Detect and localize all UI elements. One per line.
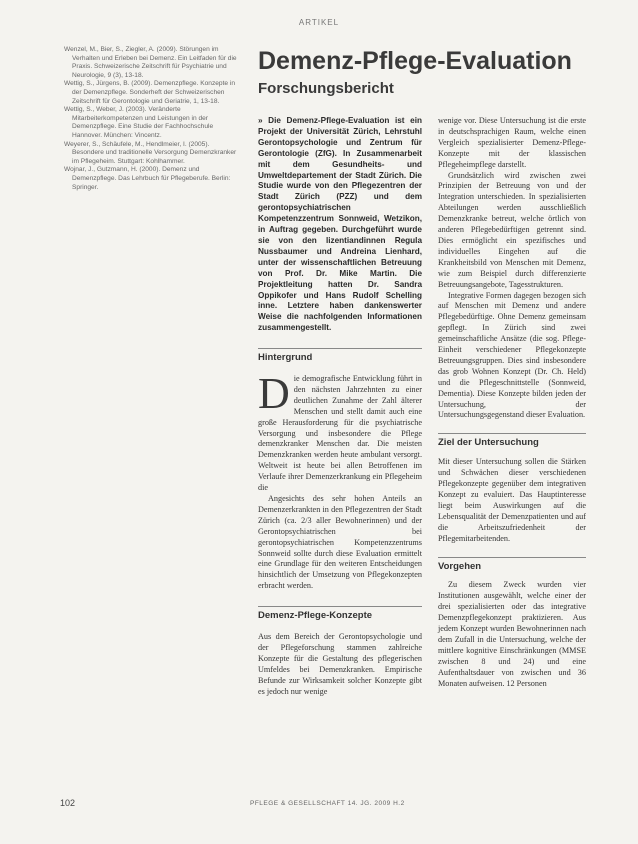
col3-paragraph-1: wenige vor. Diese Untersuchung ist die erste in deutschsprachigen Raum, welche einen Vergleich spezialisierter Demenz-Pflege-Konzepte mit der klassischen Pflegeheimpflege darstellt. [438, 116, 586, 169]
page-footer: PFLEGE & GESELLSCHAFT 14. JG. 2009 H.2 [250, 800, 405, 807]
column-middle [258, 116, 422, 698]
heading-vorgehen: Vorgehen [438, 560, 482, 572]
hintergrund-paragraph [258, 369, 422, 494]
col3-paragraph-2: Grundsätzlich wird zwischen zwei Prinzipien der Betreuung von und der Integration unterschieden. In spezialisierten Abteilungen werden ausschließlich Demenzkranke betreut, welche örtlich von anderen Pflegebedürftigen getrennt sind. Dies ermöglicht ein spezifisches und individuelles Eingehen auf die Krankheitsbild von Menschen mit Demenz, wie zum Beispiel durch differenzierte Betreuungsangebote, Tagesstrukturen. [438, 170, 586, 289]
vorgehen-paragraph: Zu diesem Zweck wurden vier Institutionen ausgewählt, welche einer der drei spezialisierten oder das integrative Demenzpflegekonzept praktizieren. Aus jedem Konzept wurden Bewohnerinnen nach dem Zufall in die Untersuchung, welche der mittlere kognitive Einschränkungen (MMSE zwischen 8 und 24) und eine Aufenthaltsdauer von zwischen und 36 Monaten aufweisen. 12 Personen [438, 580, 586, 688]
drop-cap: D [258, 369, 290, 419]
konzepte-paragraph: Aus dem Bereich der Gerontopsychologie und der Pflegeforschung stammen zahlreiche Konzepte für die Gestaltung des pflegerischen Umfeldes bei Demenzkranken. Empirische Befunde zur Wirksamkeit solcher Konzepte gibt es jedoch nur wenige [258, 632, 422, 696]
hintergrund-paragraph-2: Angesichts des sehr hohen Anteils an Demenzerkrankten in den Pflegezentren der Stadt Zürich (ca. 2/3 aller Bewohnerinnen) und der Gerontopsychiatrischen bei gerontopsychiatrischen Kompetenzzentrums Sonnweid sollte durch diese Evaluation ermittelt eine Grundlage für den weiteren Entscheidungen hinsichtlich der Umsetzung von Pflegekonzepten erbracht werden. [258, 494, 422, 591]
heading-hintergrund: Hintergrund [258, 352, 313, 364]
page-number: 102 [60, 798, 76, 808]
lead-paragraph: » Die Demenz-Pflege-Evaluation ist ein Projekt der Universität Zürich, Lehrstuhl Gerontopsychologie und Zentrum für Gerontologie (ZfG). In Zusammenarbeit mit dem Gesundheits- und Umweltdepartement der Stadt Zürich. Die Studie wurde von den Pflegezentren der Stadt Zürich (PZZ) und dem gerontopsychiatrischen Kompetenzzentrum Sonnweid, Wetzikon, in Auftrag gegeben. Durchgeführt wurde sie von den lizentiandinnen Regula Nussbaumer und Andreina Lienhard, unter der wissenschaftlichen Betreuung von Prof. Dr. Mike Martin. Die Projektleitung hatten Dr. Sandra Oppikofer und Hans Rudolf Schelling inne. Letztere haben dankenswerter Weise die nachfolgenden Informationen zusammengestellt. [258, 116, 422, 333]
reference-item: Wettig, S., Jürgens, B. (2009). Demenzpflege. Konzepte in der Demenzpflege. Sonderheft der Schweizerischen Zeitschrift für Gerontologie und Geriatrie, 1, 13-18. [64, 80, 236, 105]
reference-item: Wettig, S., Weber, J. (2003). Veränderte Mitarbeiterkompetenzen und Leistungen in der Demenzpflege. Eine Studie der Fachhochschule Hannover. München: Vincentz. [64, 106, 214, 139]
reference-item: Wenzel, M., Bier, S., Ziegler, A. (2009). Störungen im Verhalten und Erleben bei Demenz. Ein Leitfaden für die Praxis. Schweizerische Zeitschrift für Psychiatrie und Neurologie, 9 (3), 13-18. [64, 46, 237, 79]
reference-item: Weyerer, S., Schäufele, M., Hendlmeier, I. (2005). Besondere und traditionelle Versorgung Demenzkranker im Pflegeheim. Stuttgart: Kohlhammer. [64, 140, 237, 165]
reference-item: Wojnar, J., Gutzmann, H. (2000). Demenz und Demenzpflege. Das Lehrbuch für Pflegeberufe. Berlin: Springer. [64, 166, 231, 191]
heading-konzepte: Demenz-Pflege-Konzepte [258, 610, 373, 622]
ziel-paragraph: Mit dieser Untersuchung sollen die Stärken und Schwächen dieser verschiedenen Pflegekonzepte gegenüber dem integrativen Konzept zu evaluiert. Das Hauptinteresse liegt beim Auswirkungen auf die Lebensqualität der Demenzpatienten und auf die Arbeitszufriedenheit der Pflegemitarbeitenden. [438, 457, 586, 543]
column-right [438, 116, 586, 690]
col3-paragraph-3: Integrative Formen dagegen bezogen sich auf Menschen mit Demenz und andere Pflegebedürftige. Ohne Demenz gemeinsam gepflegt. In Zürich sind zwei gemeinschaftliche Ansätze (die sog. Pflege-Einheit verschiedener Pflegekonzepte Betreuungsgruppen. Dies sind insbesondere das grob Wohnen Konzept (Dr. Ch. Held) und die Pflegeschnittstelle (Sonnweid, Dementia). Diese Konzepte bilden jeden der Untersuchung, der Untersuchungsgegenstand dieser Evaluation. [438, 290, 586, 420]
article-subtitle: Forschungsbericht [258, 80, 394, 97]
article-title: Demenz-Pflege-Evaluation [258, 47, 572, 75]
running-head: ARTIKEL [298, 18, 340, 27]
hintergrund-text: ie demografische Entwicklung führt in den nächsten Jahrzehnten zu einer deutlichen Zunahme der Zahl älterer Menschen und stellt damit auch eine große Herausforderung für die psychiatrische Versorgung und insbesondere die Pflege demenzkranker Menschen dar. Die meisten Demenzkranken werden heute ambulant versorgt. Weltweit ist heute bei allen Betroffenen im Verlaufe ihrer Demenzerkrankung ein Pflegeheim die [258, 374, 422, 493]
heading-ziel: Ziel der Untersuchung [438, 437, 539, 449]
reference-list [64, 46, 240, 192]
